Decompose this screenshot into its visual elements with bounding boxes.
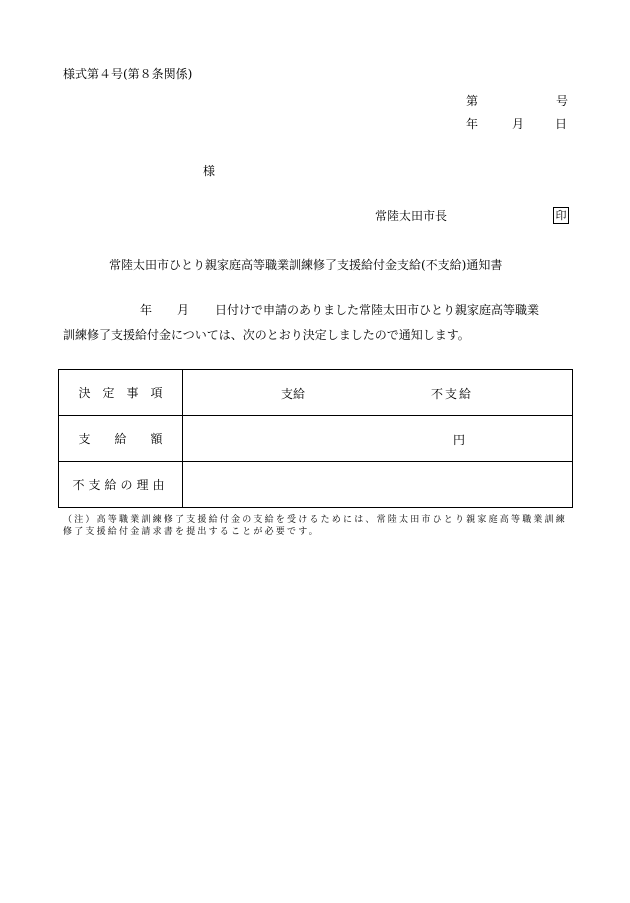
option-nopay: 不支給: [431, 387, 474, 401]
seal-mark: 印: [553, 207, 569, 224]
amount-unit: 円: [453, 433, 466, 447]
table-row: [59, 462, 573, 508]
table-row: [59, 416, 573, 462]
footnote: （注）高等職業訓練修了支援給付金の支給を受けるためには、常陸太田市ひとり親家庭高等職業訓練修了支援給付金請求書を提出することが必要です。: [63, 515, 568, 537]
reason-label: 不支給の理由: [59, 462, 183, 508]
body-month-label: 月: [177, 303, 190, 317]
document-number-prefix: 第: [466, 94, 479, 108]
form-number: 様式第４号(第８条関係): [63, 67, 193, 81]
sender-title: 常陸太田市長: [375, 209, 448, 223]
decision-table: [58, 369, 573, 508]
date-month-label: 月: [512, 117, 525, 131]
body-text-line1: 日付けで申請のありました常陸太田市ひとり親家庭高等職業: [215, 303, 540, 317]
decision-label: 決 定 事 項: [59, 370, 183, 416]
document-number-suffix: 号: [556, 94, 569, 108]
addressee-honorific: 様: [203, 164, 216, 178]
reason-cell: [183, 462, 573, 508]
date-year-label: 年: [466, 117, 479, 131]
table-row: [59, 370, 573, 416]
option-pay: 支給: [281, 387, 306, 401]
document-title: 常陸太田市ひとり親家庭高等職業訓練修了支援給付金支給(不支給)通知書: [109, 258, 503, 272]
amount-cell: [183, 416, 573, 462]
body-text-line2: 訓練修了支援給付金については、次のとおり決定しましたので通知します。: [63, 328, 470, 342]
amount-label: 支 給 額: [59, 416, 183, 462]
decision-options-cell: [183, 370, 573, 416]
date-day-label: 日: [555, 117, 568, 131]
body-year-label: 年: [140, 303, 153, 317]
